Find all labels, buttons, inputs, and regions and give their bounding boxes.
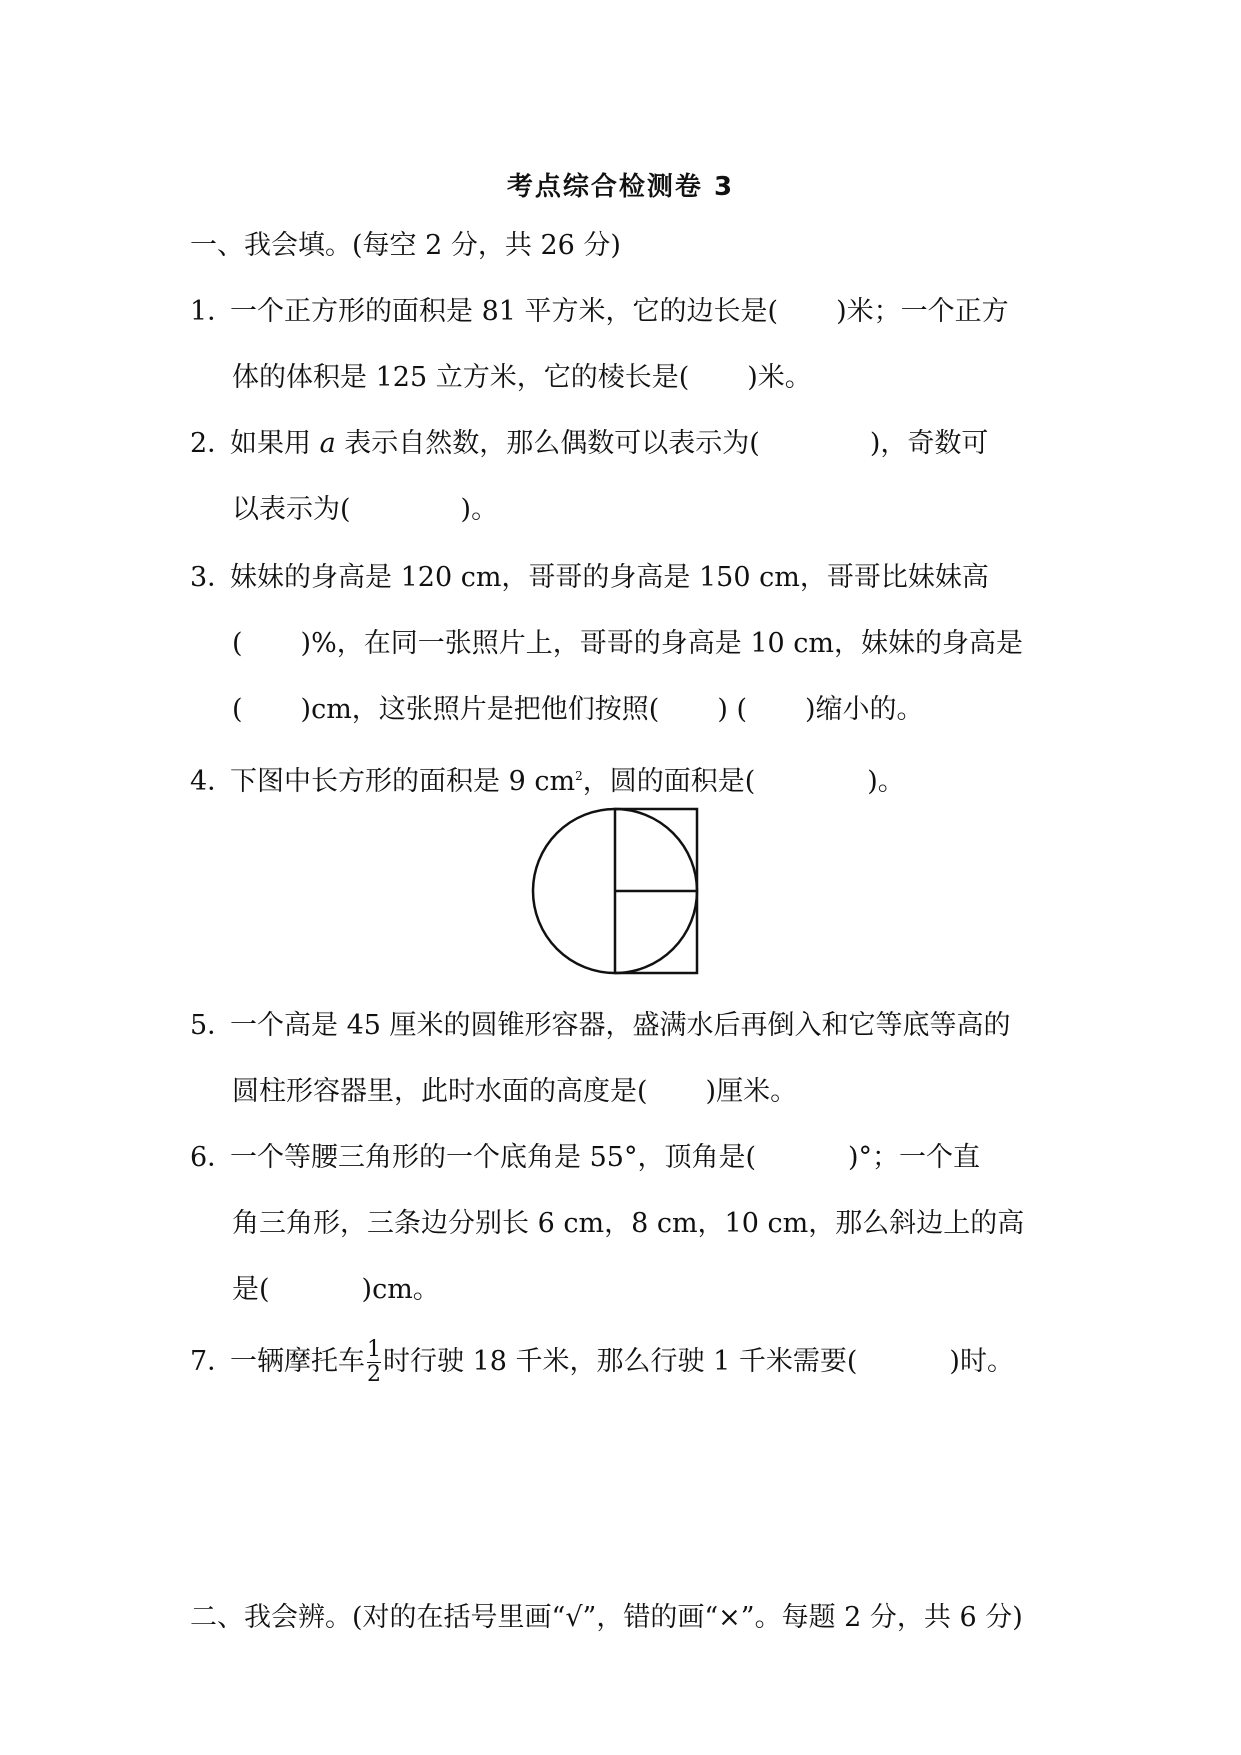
question-4-line-1: 4．下图中长方形的面积是 9 $cm^2$，圆的面积是( )。 (190, 758, 905, 800)
question-number: 5． (190, 1010, 235, 1041)
question-3-line-1: 3．妹妹的身高是 120 cm，哥哥的身高是 150 cm，哥哥比妹妹高 (190, 560, 989, 596)
question-3-line-3: ( )cm，这张照片是把他们按照( ) ( )缩小的。 (232, 694, 924, 725)
question-5-line-2: 圆柱形容器里，此时水面的高度是( )厘米。 (232, 1076, 798, 1107)
section-1-header: 一、我会填。(每空 2 分，共 26 分) (190, 230, 621, 261)
question-6-line-1: 6．一个等腰三角形的一个底角是 55°，顶角是( )°；一个直 (190, 1140, 980, 1176)
question-number: 7． (190, 1346, 235, 1377)
page-title: 考点综合检测卷 3 (506, 172, 735, 202)
question-5-line-1: 5．一个高是 45 厘米的圆锥形容器，盛满水后再倒入和它等底等高的 (190, 1008, 1011, 1044)
question-number: 2． (190, 428, 235, 459)
circle-rectangle-figure (530, 806, 700, 976)
question-number: 1． (190, 296, 235, 327)
question-2-line-2: 以表示为( )。 (232, 494, 499, 525)
question-1-line-1: 1．一个正方形的面积是 81 平方米，它的边长是( )米；一个正方 (190, 294, 1009, 330)
question-2-line-1: 2．如果用 a 表示自然数，那么偶数可以表示为( )，奇数可 (190, 426, 988, 462)
question-1-line-2: 体的体积是 125 立方米，它的棱长是( )米。 (232, 362, 812, 393)
question-3-line-2: ( )%，在同一张照片上，哥哥的身高是 10 cm，妹妹的身高是 (232, 628, 1023, 659)
question-6-line-2: 角三角形，三条边分别长 6 cm，8 cm，10 cm，那么斜边上的高 (232, 1208, 1025, 1239)
section-2-header: 二、我会辨。(对的在括号里画“√”，错的画“×”。每题 2 分，共 6 分) (190, 1602, 1023, 1633)
question-number: 4． (190, 766, 235, 797)
question-6-line-3: 是( )cm。 (232, 1274, 440, 1305)
question-number: 3． (190, 562, 235, 593)
fraction: $\frac{1}{2}$ (367, 1337, 381, 1387)
question-7-line-1: 7．一辆摩托车 $\frac{1}{2}$ 时行驶 18 千米，那么行驶 1 千米需要( )时。 (190, 1337, 1014, 1387)
question-number: 6． (190, 1142, 235, 1173)
